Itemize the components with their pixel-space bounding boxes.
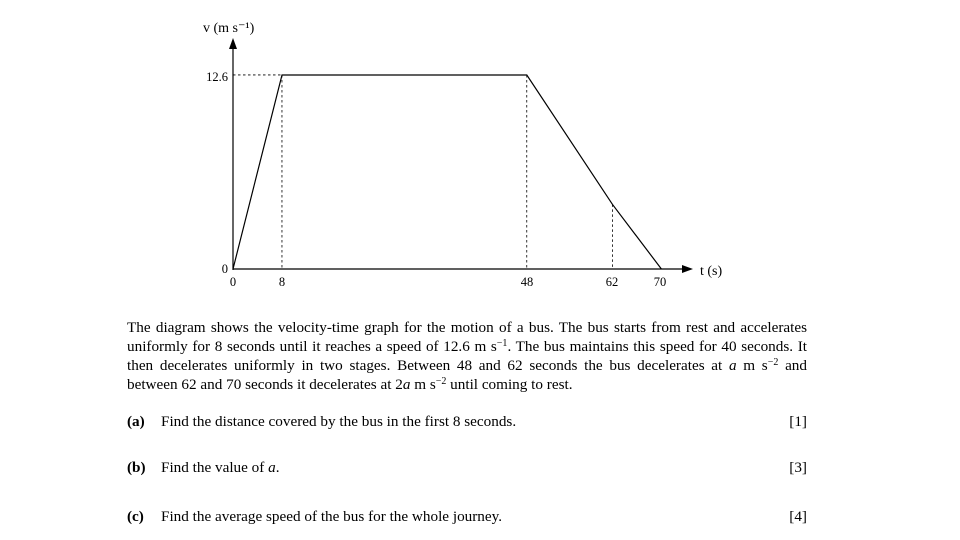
question-b: [127, 458, 807, 478]
x-tick-70: 70: [653, 275, 667, 289]
y-axis-label: v (m s⁻¹): [203, 21, 255, 36]
problem-statement: The diagram shows the velocity-time graph for the motion of a bus. The bus starts from rest and accelerates uniformly for 8 seconds until it reaches a speed of 12.6 m $s^{-1}$. The bus maintains this speed for 40 seconds. It then decelerates uniformly in two stages. Between 48 and 62 seconds the bus decelerates at a m $s^{-2}$ and between 62 and 70 seconds it decelerates at 2a m $s^{-2}$ until coming to rest.: [127, 319, 807, 393]
question-b-marks: [3]: [789, 459, 807, 476]
question-a: [127, 412, 807, 432]
y-axis-arrowhead: [229, 38, 237, 49]
x-axis-label: t (s): [700, 264, 723, 279]
velocity-line: [233, 75, 661, 269]
question-a-marks: [1]: [789, 413, 807, 430]
question-c-marks: [4]: [789, 508, 807, 525]
question-c-text: Find the average speed of the bus for the whole journey.: [161, 508, 503, 525]
x-tick-48: 48: [520, 275, 534, 289]
x-axis-arrowhead: [682, 265, 693, 273]
y-tick-origin: 0: [221, 262, 228, 276]
y-tick-12-6: 12.6: [206, 70, 228, 84]
question-b-text: Find the value of a.: [161, 459, 280, 476]
x-tick-62: 62: [605, 275, 619, 289]
question-a-text: Find the distance covered by the bus in the first 8 seconds.: [161, 413, 517, 430]
x-tick-8: 8: [278, 275, 286, 289]
question-a-label: (a): [127, 413, 145, 430]
question-c-label: (c): [127, 508, 144, 525]
question-c: [127, 507, 807, 527]
x-tick-0: 0: [229, 275, 237, 289]
question-b-label: (b): [127, 459, 146, 476]
